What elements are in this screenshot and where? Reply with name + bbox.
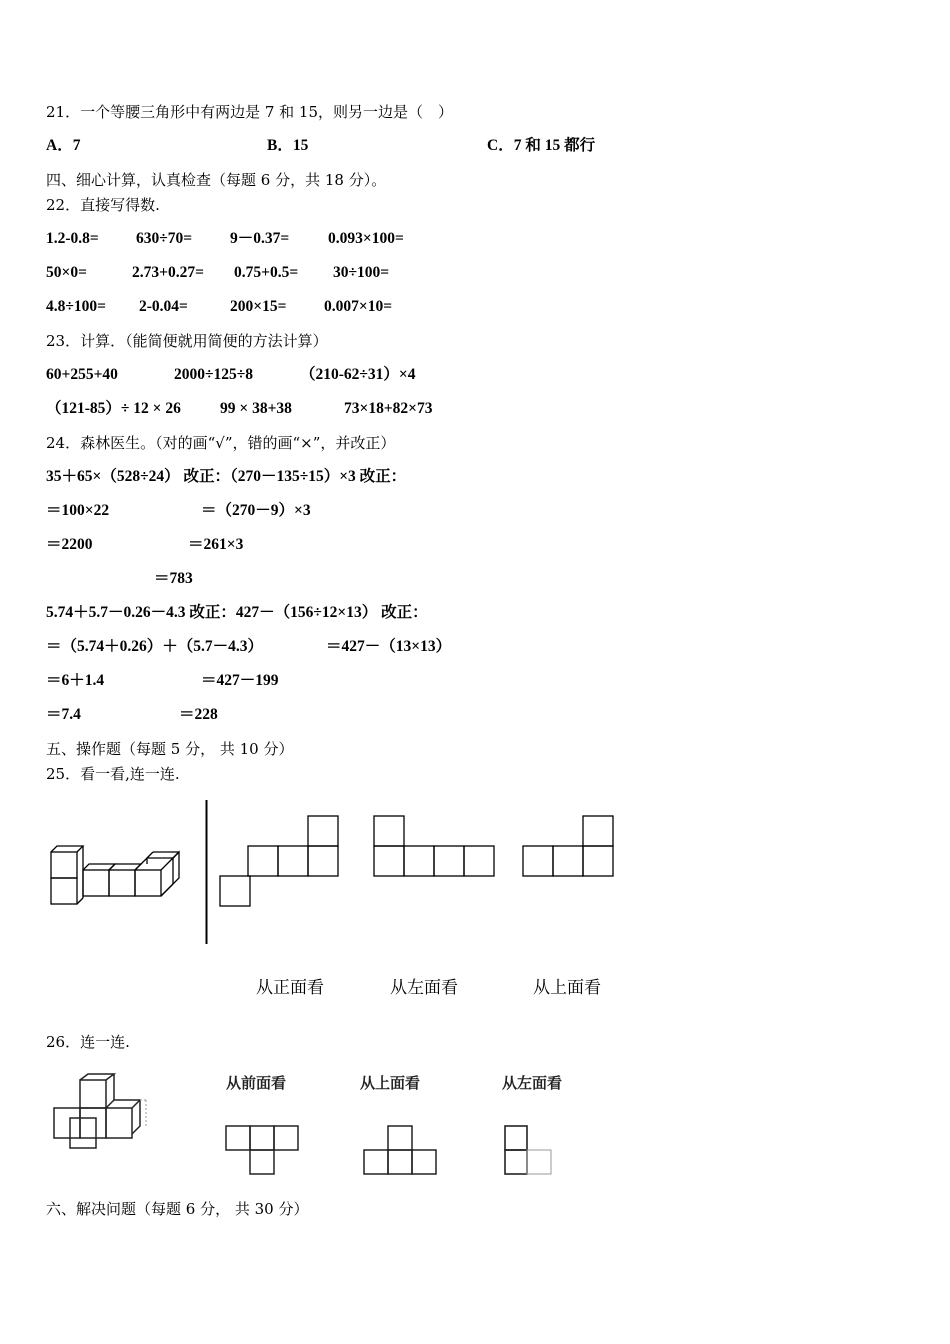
q26-cube-figure	[48, 1070, 152, 1150]
q24-line: 5.74＋5.7－0.26－4.3 改正：427－（156÷12×13） 改正：	[46, 604, 428, 621]
q22-item: 200×15=	[230, 298, 287, 315]
q25-label-left: 从左面看	[390, 978, 458, 998]
q24-line: ＝427－（13×13）	[326, 638, 452, 655]
q25-view-shape-1	[218, 814, 342, 908]
q22-item: 630÷70=	[136, 230, 193, 247]
q22-item: 2.73+0.27=	[132, 264, 204, 281]
q21-option-b: B．15	[267, 137, 309, 154]
q26-label-top: 从上面看	[360, 1074, 421, 1092]
q21-stem: 21．一个等腰三角形中有两边是 7 和 15，则另一边是（ ）	[46, 103, 454, 121]
q24-line: ＝783	[154, 570, 193, 587]
q22-item: 0.75+0.5=	[234, 264, 299, 281]
section-4-title: 四、细心计算，认真检查（每题 6 分，共 18 分）。	[46, 171, 387, 189]
q24-line: ＝（5.74＋0.26）＋（5.7－4.3）	[46, 638, 264, 655]
q24-line: ＝6＋1.4	[46, 672, 105, 689]
q23-item: 73×18+82×73	[344, 400, 433, 417]
q25-view-shape-3	[521, 814, 617, 878]
q24-stem: 24．森林医生。（对的画“√”，错的画“×”，并改正）	[46, 434, 396, 452]
vertical-divider	[205, 800, 209, 946]
q22-item: 30÷100=	[333, 264, 390, 281]
q23-stem: 23．计算．（能简便就用简便的方法计算）	[46, 332, 328, 350]
q23-item: 60+255+40	[46, 366, 118, 383]
q25-cube-figure	[45, 840, 185, 910]
q22-item: 2-0.04=	[139, 298, 188, 315]
q22-item: 0.007×10=	[324, 298, 393, 315]
q22-item: 4.8÷100=	[46, 298, 106, 315]
q24-line: ＝100×22	[46, 502, 110, 519]
q26-label-front: 从前面看	[226, 1074, 287, 1092]
q23-item: （210-62÷31）×4	[300, 366, 416, 383]
q24-line: ＝228	[179, 706, 218, 723]
q21-option-c: C．7 和 15 都行	[487, 137, 596, 154]
q22-item: 0.093×100=	[328, 230, 404, 247]
q23-item: 2000÷125÷8	[174, 366, 254, 383]
q25-view-shape-2	[372, 814, 498, 878]
q24-line: ＝（270－9）×3	[201, 502, 311, 519]
q21-option-a: A．7	[46, 137, 81, 154]
q22-item: 1.2-0.8=	[46, 230, 99, 247]
q22-item: 9－0.37=	[230, 230, 290, 247]
q26-stem: 26．连一连.	[46, 1033, 130, 1051]
q24-line: ＝2200	[46, 536, 93, 553]
q22-item: 50×0=	[46, 264, 87, 281]
q23-item: （121-85）÷ 12 × 26	[46, 400, 181, 417]
q26-label-left: 从左面看	[502, 1074, 563, 1092]
q24-line: ＝261×3	[188, 536, 244, 553]
q22-stem: 22．直接写得数.	[46, 196, 160, 214]
q24-line: ＝7.4	[46, 706, 81, 723]
q26-view-shape-2	[360, 1122, 442, 1178]
q25-label-front: 从正面看	[256, 978, 324, 998]
q23-item: 99 × 38+38	[220, 400, 292, 417]
q24-line: ＝427－199	[201, 672, 279, 689]
q25-stem: 25．看一看,连一连.	[46, 765, 180, 783]
section-5-title: 五、操作题（每题 5 分， 共 10 分）	[46, 740, 294, 758]
q26-view-shape-3	[500, 1122, 558, 1178]
q24-line: 35＋65×（528÷24） 改正：（270－135÷15）×3 改正：	[46, 468, 407, 485]
section-6-title: 六、解决问题（每题 6 分， 共 30 分）	[46, 1200, 309, 1218]
q25-label-top: 从上面看	[533, 978, 601, 998]
q26-view-shape-1	[222, 1122, 304, 1178]
